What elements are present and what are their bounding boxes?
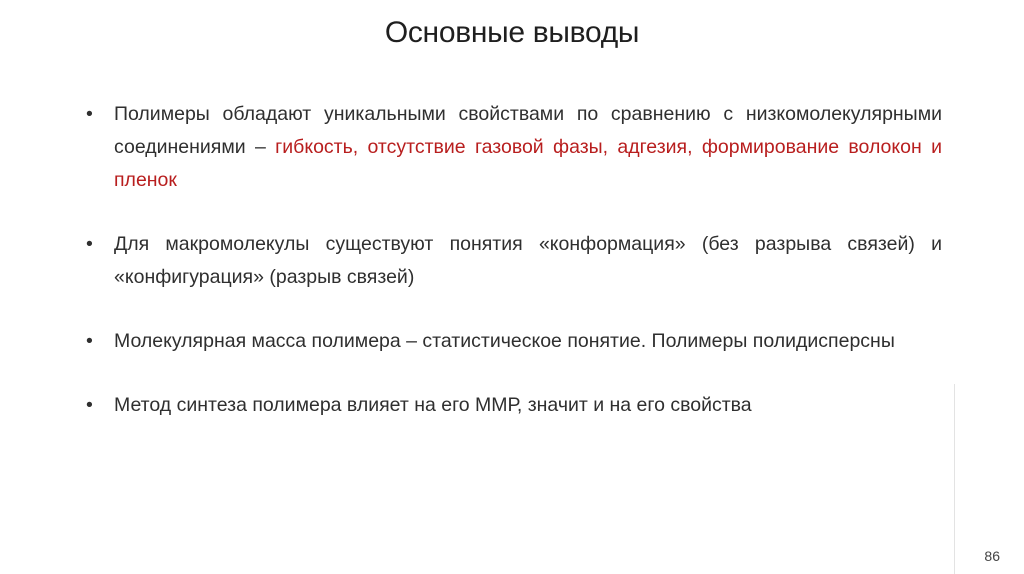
bullet-dot: • xyxy=(86,103,93,125)
bullet-item-properties xyxy=(84,98,942,197)
bullet-text: Молекулярная масса полимера – статистическое понятие. Полимеры полидисперсны xyxy=(114,330,895,352)
slide-title: Основные выводы xyxy=(384,16,640,49)
bullet-text: Полимеры обладают уникальными свойствами по сравнению с низкомолекулярными соединениями – xyxy=(114,103,942,158)
bullet-item-synthesis xyxy=(84,389,942,422)
bullet-list xyxy=(84,98,942,453)
bullet-dot: • xyxy=(86,233,93,255)
page-number: 86 xyxy=(984,548,1000,564)
bullet-text: Метод синтеза полимера влияет на его ММР, значит и на его свойства xyxy=(114,394,752,416)
bullet-highlight-text: гибкость, отсутствие газовой фазы, адгезия, формирование волокон и пленок xyxy=(114,136,942,191)
bullet-text: Для макромолекулы существуют понятия «конформация» (без разрыва связей) и «конфигурация» (разрыв связей) xyxy=(114,233,942,288)
bullet-dot: • xyxy=(86,394,93,416)
decorative-divider xyxy=(954,384,955,574)
bullet-dot: • xyxy=(86,330,93,352)
bullet-item-conformation xyxy=(84,228,942,294)
bullet-item-molecular-mass xyxy=(84,325,942,358)
